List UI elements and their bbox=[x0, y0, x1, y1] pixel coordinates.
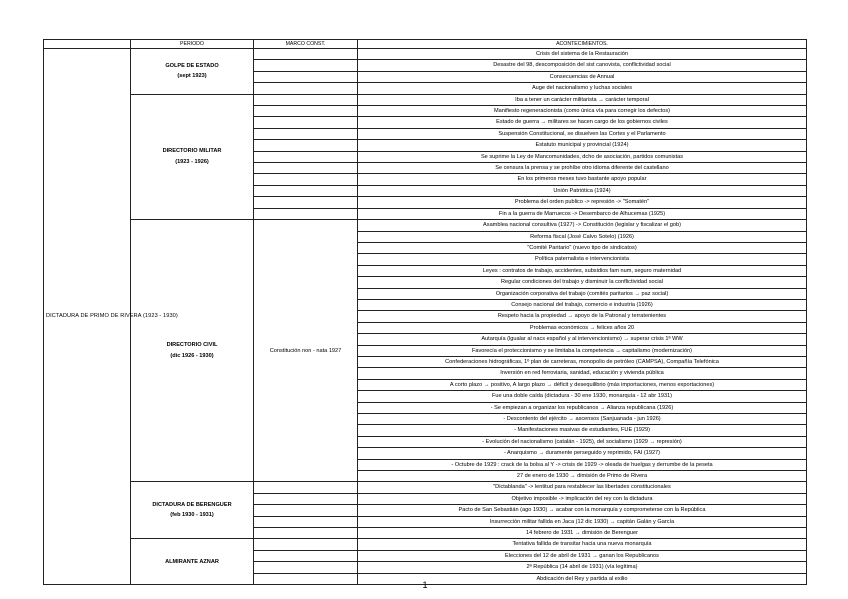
page-number: 1 bbox=[422, 580, 428, 590]
header-acontecimientos: ACONTECIMIENTOS. bbox=[358, 40, 807, 49]
event-row bbox=[44, 49, 807, 60]
event-cell: Se censura la prensa y se prohíbe otro idioma diferente del castellano bbox=[358, 163, 807, 174]
marco-empty-cell bbox=[254, 106, 358, 117]
event-cell: Crisis del sistema de la Restauración bbox=[358, 49, 807, 60]
marco-empty-cell bbox=[254, 550, 358, 561]
chronology-title: DICTADURA DE PRIMO DE RIVERA (1923 - 1930) bbox=[44, 49, 131, 585]
period-name: DICTADURA DE BERENGUER bbox=[152, 502, 232, 509]
event-cell: Autarquía (lgualar al nacs español y al intervencionismo) → superar crisis 1ª WW bbox=[358, 334, 807, 345]
period-name: ALMIRANTE AZNAR bbox=[165, 558, 219, 565]
event-cell: 2ª República (14 abril de 1931) (vía legítima) bbox=[358, 562, 807, 573]
event-cell: Elecciones del 12 de abril de 1931 → ganan los Republicanos bbox=[358, 550, 807, 561]
period-cell bbox=[131, 49, 254, 95]
event-cell: - Evolución del nacionalismo (catalán - 1925), del socialismo (1929 → represión) bbox=[358, 436, 807, 447]
header-chronology bbox=[44, 40, 131, 49]
marco-empty-cell bbox=[254, 573, 358, 584]
marco-empty-cell bbox=[254, 71, 358, 82]
event-cell: 27 de enero de 1930 → dimisión de Primo de Rivera bbox=[358, 471, 807, 482]
event-cell: - Manifestaciones masivas de estudiantes, FUE (1929) bbox=[358, 425, 807, 436]
event-cell: Leyes : contratos de trabajo, accidentes, subsidios fam num, seguro maternidad bbox=[358, 265, 807, 276]
event-cell: Problema del orden publico -> represión -> "Somatén" bbox=[358, 197, 807, 208]
history-table bbox=[43, 39, 807, 585]
event-cell: Confederaciones hidrográficas, 1º plan de carreteras, monopolio de petróleo (CAMPSA), Compañía Telefónica bbox=[358, 356, 807, 367]
period-cell bbox=[131, 220, 254, 482]
header-periodo: PERIODO bbox=[131, 40, 254, 49]
marco-empty-cell bbox=[254, 151, 358, 162]
header-row bbox=[44, 40, 807, 49]
period-dates: (feb 1930 - 1931) bbox=[170, 512, 214, 519]
event-cell: Organización corporativa del trabajo (comités paritarios → paz social) bbox=[358, 288, 807, 299]
marco-empty-cell bbox=[254, 83, 358, 94]
event-cell: Insurrección militar fallida en Jaca (12 dic 1930) → capitán Galán y García bbox=[358, 516, 807, 527]
period-name: DIRECTORIO MILITAR bbox=[162, 148, 222, 155]
marco-empty-cell bbox=[254, 49, 358, 60]
event-cell: Estado de guerra → militares se hacen cargo de los gobiernos civiles bbox=[358, 117, 807, 128]
event-cell: Manifiesto regeneracionista (como única vía para corregir los defectos) bbox=[358, 106, 807, 117]
marco-empty-cell bbox=[254, 539, 358, 550]
event-cell: Reforma fiscal (José Calvo Sotelo) (1926) bbox=[358, 231, 807, 242]
period-cell bbox=[131, 94, 254, 219]
marco-empty-cell bbox=[254, 94, 358, 105]
event-row bbox=[44, 482, 807, 493]
event-cell: "Comité Paritario" (nuevo tipo de sindicatos) bbox=[358, 242, 807, 253]
marco-empty-cell bbox=[254, 185, 358, 196]
event-cell: Auge del nacionalismo y luchas sociales bbox=[358, 83, 807, 94]
event-cell: Desastre del 98, descomposición del sist canovista, conflictividad social bbox=[358, 60, 807, 71]
event-cell: - Octubre de 1929 : crack de la bolsa al Y -> crisis de 1929 -> oleada de huelgas y derrumbe de la peseta bbox=[358, 459, 807, 470]
event-cell: Abdicación del Rey y partida al exilio bbox=[358, 573, 807, 584]
event-cell: 14 febrero de 1931 → dimisión de Berenguer bbox=[358, 528, 807, 539]
event-cell: Política paternalista e intervencionista bbox=[358, 254, 807, 265]
event-cell: - Se empiezan a organizar los republicanos → Alianza republicana (1926) bbox=[358, 402, 807, 413]
period-name: DIRECTORIO CIVIL bbox=[166, 342, 218, 349]
event-cell: - Descontento del ejército → ascensos (Sanjuanada - jun 1926) bbox=[358, 414, 807, 425]
event-cell: Inversión en red ferroviaria, sanidad, educación y vivienda pública bbox=[358, 368, 807, 379]
period-dates: (1923 - 1926) bbox=[175, 158, 209, 165]
event-cell: Objetivo imposible -> implicación del rey con la dictadura bbox=[358, 493, 807, 504]
marco-constitucional: Constitución non - nata 1927 bbox=[254, 220, 358, 482]
period-cell bbox=[131, 482, 254, 539]
event-cell: Fue una doble caída (dictadura - 30 ene 1930, monarquía - 12 abr 1931) bbox=[358, 391, 807, 402]
marco-empty-cell bbox=[254, 60, 358, 71]
header-marco: MARCO CONST. bbox=[254, 40, 358, 49]
event-row bbox=[44, 220, 807, 231]
event-cell: Tentativa fallida de transitar hacia una nueva monarquía bbox=[358, 539, 807, 550]
marco-empty-cell bbox=[254, 197, 358, 208]
period-dates: (dic 1926 - 1930) bbox=[170, 352, 214, 359]
marco-empty-cell bbox=[254, 505, 358, 516]
event-cell: Fin a la guerra de Marruecos -> Desembarco de Alhucemas (1925) bbox=[358, 208, 807, 219]
period-cell bbox=[131, 539, 254, 585]
marco-empty-cell bbox=[254, 128, 358, 139]
event-cell: Respeto hacia la propiedad → apoyo de la Patronal y terratenientes bbox=[358, 311, 807, 322]
marco-empty-cell bbox=[254, 493, 358, 504]
event-cell: A corto plazo → positivo, A largo plazo → déficit y desequilibrio (más importaciones, menos exportaciones) bbox=[358, 379, 807, 390]
marco-empty-cell bbox=[254, 208, 358, 219]
event-cell: Pacto de San Sebastián (ago 1930) → acabar con la monarquía y comprometerse con la República bbox=[358, 505, 807, 516]
marco-empty-cell bbox=[254, 140, 358, 151]
marco-empty-cell bbox=[254, 174, 358, 185]
event-cell: Consejo nacional del trabajo, comercio e industria (1926) bbox=[358, 299, 807, 310]
event-row bbox=[44, 94, 807, 105]
marco-empty-cell bbox=[254, 163, 358, 174]
event-cell: Suspensión Constitucional, se disuelven las Cortes y el Parlamento bbox=[358, 128, 807, 139]
event-cell: Favorecía el proteccionismo y se limitaba la competencia → capitalismo (modernización) bbox=[358, 345, 807, 356]
event-cell: Se suprime la Ley de Mancomunidades, dcho de asociación, partidos comunistas bbox=[358, 151, 807, 162]
event-cell: Estatuto municipal y provincial (1924) bbox=[358, 140, 807, 151]
marco-empty-cell bbox=[254, 482, 358, 493]
event-cell: Iba a tener un carácter militarista → carácter temporal bbox=[358, 94, 807, 105]
event-cell: Problemas económicos → felices años 20 bbox=[358, 322, 807, 333]
event-cell: Consecuencias de Annual bbox=[358, 71, 807, 82]
event-cell: Regular condiciones del trabajo y disminuir la conflictividad social bbox=[358, 277, 807, 288]
event-cell: Asamblea nacional consultiva (1927) -> Constitución (legislar y fiscalizar el gob) bbox=[358, 220, 807, 231]
period-dates: (sept 1923) bbox=[177, 73, 207, 80]
period-name: GOLPE DE ESTADO bbox=[165, 62, 219, 69]
event-cell: "Dictablanda" -> lentitud para restablecer las libertades constitucionales bbox=[358, 482, 807, 493]
event-cell: Unión Patriótica (1924) bbox=[358, 185, 807, 196]
event-cell: En los primeros meses tuvo bastante apoyo popular bbox=[358, 174, 807, 185]
marco-empty-cell bbox=[254, 516, 358, 527]
marco-empty-cell bbox=[254, 117, 358, 128]
marco-empty-cell bbox=[254, 528, 358, 539]
marco-empty-cell bbox=[254, 562, 358, 573]
event-cell: - Anarquismo → duramente perseguido y reprimido, FAI (1927) bbox=[358, 448, 807, 459]
event-row bbox=[44, 539, 807, 550]
